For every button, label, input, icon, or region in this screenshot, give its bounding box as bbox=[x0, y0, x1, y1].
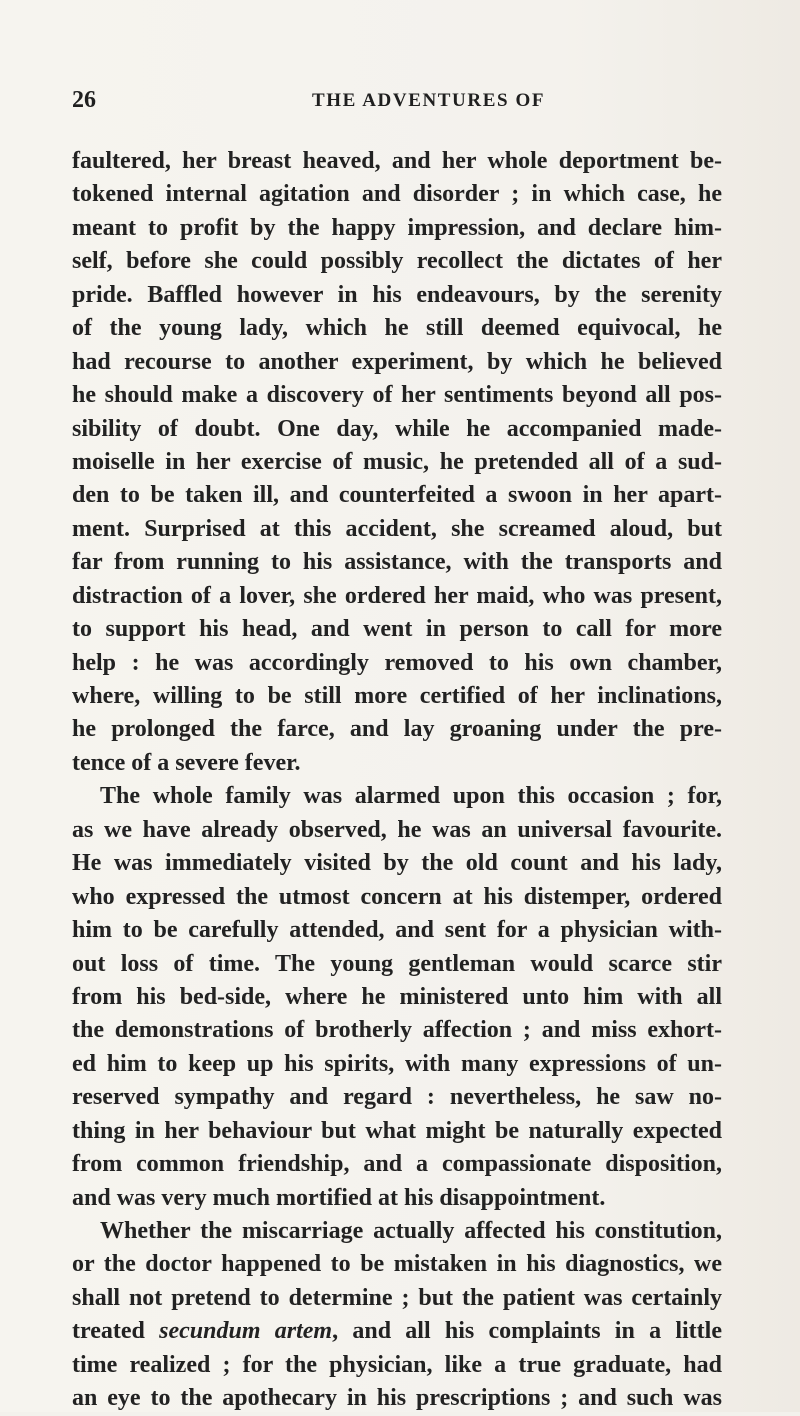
running-head bbox=[72, 85, 722, 115]
text-line: he should make a discovery of her sentiments beyond all pos- bbox=[72, 382, 722, 409]
text-line bbox=[72, 1315, 722, 1348]
text-line: He was immediately visited by the old count and his lady, bbox=[72, 850, 722, 877]
text-line: and was very much mortified at his disappointment. bbox=[72, 1184, 606, 1211]
text-line: meant to profit by the happy impression, and declare him- bbox=[72, 214, 722, 241]
text-line: pride. Baffled however in his endeavours, by the serenity bbox=[72, 281, 722, 308]
text-line: ment. Surprised at this accident, she screamed aloud, but bbox=[72, 515, 722, 542]
line-text: treated bbox=[72, 1318, 160, 1345]
text-line: of the young lady, which he still deemed equivocal, he bbox=[72, 315, 722, 342]
text-line: the demonstrations of brotherly affection ; and miss exhort- bbox=[72, 1017, 722, 1044]
text-line: den to be taken ill, and counterfeited a swoon in her apart- bbox=[72, 482, 722, 509]
text-line: thing in her behaviour but what might be naturally expected bbox=[72, 1117, 722, 1144]
body-text bbox=[72, 145, 722, 1416]
text-line: sibility of doubt. One day, while he accompanied made- bbox=[72, 415, 722, 442]
text-line: help : he was accordingly removed to his own chamber, bbox=[72, 649, 722, 676]
text-line: reserved sympathy and regard : nevertheless, he saw no- bbox=[72, 1084, 722, 1111]
text-line: from common friendship, and a compassionate disposition, bbox=[72, 1151, 722, 1178]
text-line: far from running to his assistance, with the transports and bbox=[72, 549, 722, 576]
text-line: an eye to the apothecary in his prescriptions ; and such was bbox=[72, 1385, 722, 1412]
text-line: who expressed the utmost concern at his distemper, ordered bbox=[72, 883, 722, 910]
running-title: THE ADVENTURES OF bbox=[312, 90, 546, 111]
text-line: out loss of time. The young gentleman would scarce stir bbox=[72, 950, 722, 977]
text-line: had recourse to another experiment, by which he believed bbox=[72, 348, 722, 375]
text-line: time realized ; for the physician, like a true graduate, had bbox=[72, 1351, 722, 1378]
text-line: moiselle in her exercise of music, he pretended all of a sud- bbox=[72, 448, 722, 475]
text-line: faultered, her breast heaved, and her whole deportment be- bbox=[72, 148, 722, 174]
text-line: from his bed-side, where he ministered unto him with all bbox=[72, 983, 722, 1010]
line-text: , and all his complaints in a little bbox=[332, 1318, 722, 1345]
text-line: The whole family was alarmed upon this occasion ; for, bbox=[100, 783, 722, 810]
text-line: him to be carefully attended, and sent for a physician with- bbox=[72, 917, 722, 944]
text-line: or the doctor happened to be mistaken in his diagnostics, we bbox=[72, 1251, 722, 1278]
text-line: tokened internal agitation and disorder ; in which case, he bbox=[72, 181, 722, 208]
text-line: tence of a severe fever. bbox=[72, 749, 301, 776]
text-line: he prolonged the farce, and lay groaning under the pre- bbox=[72, 716, 722, 743]
text-line: shall not pretend to determine ; but the patient was certainly bbox=[72, 1284, 722, 1311]
italic-phrase: secundum artem bbox=[159, 1318, 333, 1345]
text-line: as we have already observed, he was an universal favourite. bbox=[72, 816, 722, 843]
text-line: self, before she could possibly recollect the dictates of her bbox=[72, 248, 722, 275]
text-line: where, willing to be still more certified of her inclinations, bbox=[72, 683, 722, 709]
text-line: to support his head, and went in person to call for more bbox=[72, 616, 722, 643]
page-number: 26 bbox=[72, 87, 96, 113]
text-line: distraction of a lover, she ordered her maid, who was present, bbox=[72, 582, 722, 609]
text-line: ed him to keep up his spirits, with many expressions of un- bbox=[72, 1050, 722, 1077]
text-line: Whether the miscarriage actually affected his constitution, bbox=[100, 1218, 722, 1244]
